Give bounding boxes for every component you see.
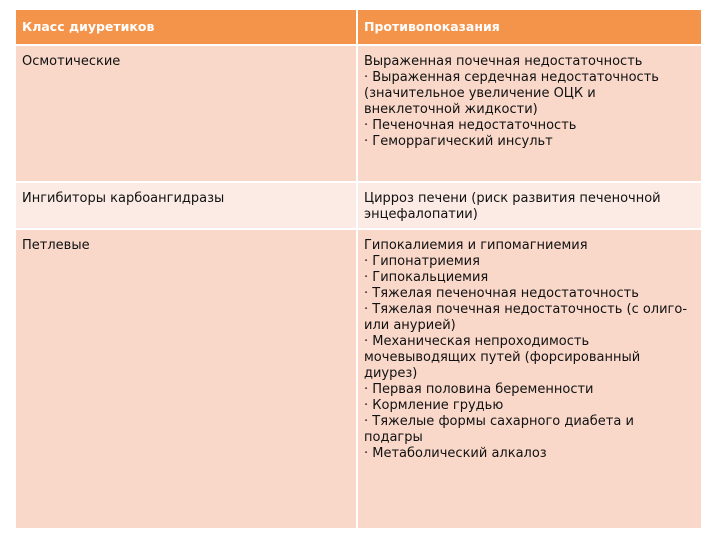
row-contraindications-cell bbox=[358, 183, 701, 230]
contraindication-line: · Механическая непроходимость мочевыводящих путей (форсированный диурез) bbox=[364, 334, 641, 381]
contraindication-line: Гипокалиемия и гипомагниемия bbox=[364, 238, 588, 253]
contraindication-line: · Гипокальциемия bbox=[364, 270, 489, 285]
row-contraindications-cell bbox=[358, 46, 701, 183]
contraindication-line: · Выраженная сердечная недостаточность (значительное увеличение ОЦК и внеклеточной жидкости) bbox=[364, 70, 659, 117]
row-class-cell: Ингибиторы карбоангидразы bbox=[16, 183, 358, 230]
row-contraindications-cell bbox=[358, 230, 701, 528]
contraindication-line: · Первая половина беременности bbox=[364, 382, 594, 397]
contraindication-line: · Тяжелые формы сахарного диабета и подагры bbox=[364, 414, 634, 445]
contraindication-line: Цирроз печени (риск развития печеночной энцефалопатии) bbox=[364, 191, 661, 222]
contraindication-line: · Кормление грудью bbox=[364, 398, 504, 413]
contraindication-line: · Тяжелая печеночная недостаточность bbox=[364, 286, 639, 301]
contraindication-line: · Метаболический алкалоз bbox=[364, 446, 547, 461]
contraindication-line: Выраженная почечная недостаточность bbox=[364, 54, 643, 69]
header-contraindications: Противопоказания bbox=[358, 10, 701, 46]
diuretics-table bbox=[16, 10, 701, 528]
header-class: Класс диуретиков bbox=[16, 10, 358, 46]
row-class-cell: Петлевые bbox=[16, 230, 358, 528]
contraindication-line: · Гипонатриемия bbox=[364, 254, 480, 269]
contraindication-line: · Геморрагический инсульт bbox=[364, 134, 553, 149]
contraindication-line: · Тяжелая почечная недостаточность (с олиго- или анурией) bbox=[364, 302, 688, 333]
contraindication-line: · Печеночная недостаточность bbox=[364, 118, 577, 133]
row-class-cell: Осмотические bbox=[16, 46, 358, 183]
